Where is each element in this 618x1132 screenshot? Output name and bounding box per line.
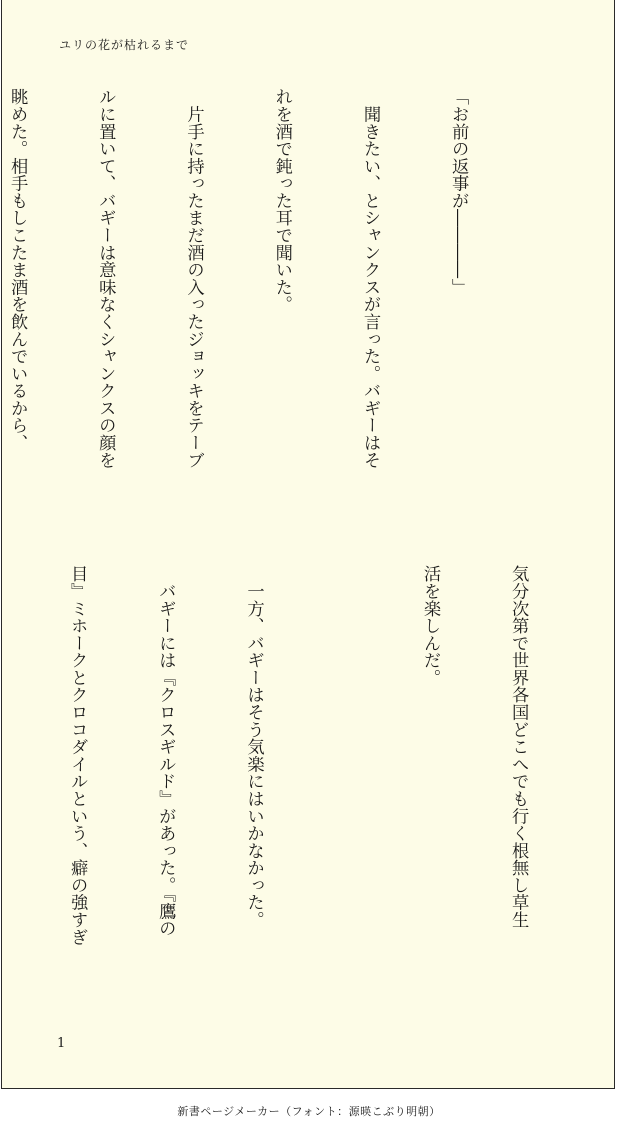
text-line: 一方、バギーはそう気楽にはいかなかった。 bbox=[243, 565, 264, 929]
text-line: 気分次第で世界各国どこへでも行く根無し草生 bbox=[508, 565, 529, 929]
text-line: 片手に持ったまだ酒の入ったジョッキをテーブ bbox=[183, 88, 204, 469]
blank-line bbox=[326, 565, 355, 1005]
text-line: 聞きたい、とシャンクスが言った。バギーはそ bbox=[359, 88, 380, 469]
page-number: 1 bbox=[57, 1036, 66, 1051]
footer-caption: 新書ページメーカー（フォント：源暎こぶり明朝） bbox=[177, 1105, 441, 1118]
text-line: れを酒で鈍った耳で聞いた。 bbox=[271, 88, 292, 313]
text-line: 眺めた。相手もしこたま酒を飲んでいるから、 bbox=[7, 88, 28, 452]
running-title: ユリの花が枯れるまで bbox=[59, 38, 190, 52]
text-line: バギーには『クロスギルド』があった。『鷹の bbox=[155, 565, 176, 937]
upper-text-block bbox=[7, 88, 531, 528]
text-line: 「お前の返事が――――」 bbox=[448, 88, 469, 296]
book-page bbox=[1, 0, 615, 1089]
text-line: 活を楽しんだ。 bbox=[419, 565, 440, 687]
text-line: ルに置いて、バギーは意味なくシャンクスの顔を bbox=[95, 88, 116, 469]
text-line: 目』ミホークとクロコダイルという、癖の強すぎ bbox=[67, 565, 88, 946]
lower-text-block bbox=[61, 565, 591, 1005]
text-line bbox=[0, 565, 3, 1005]
